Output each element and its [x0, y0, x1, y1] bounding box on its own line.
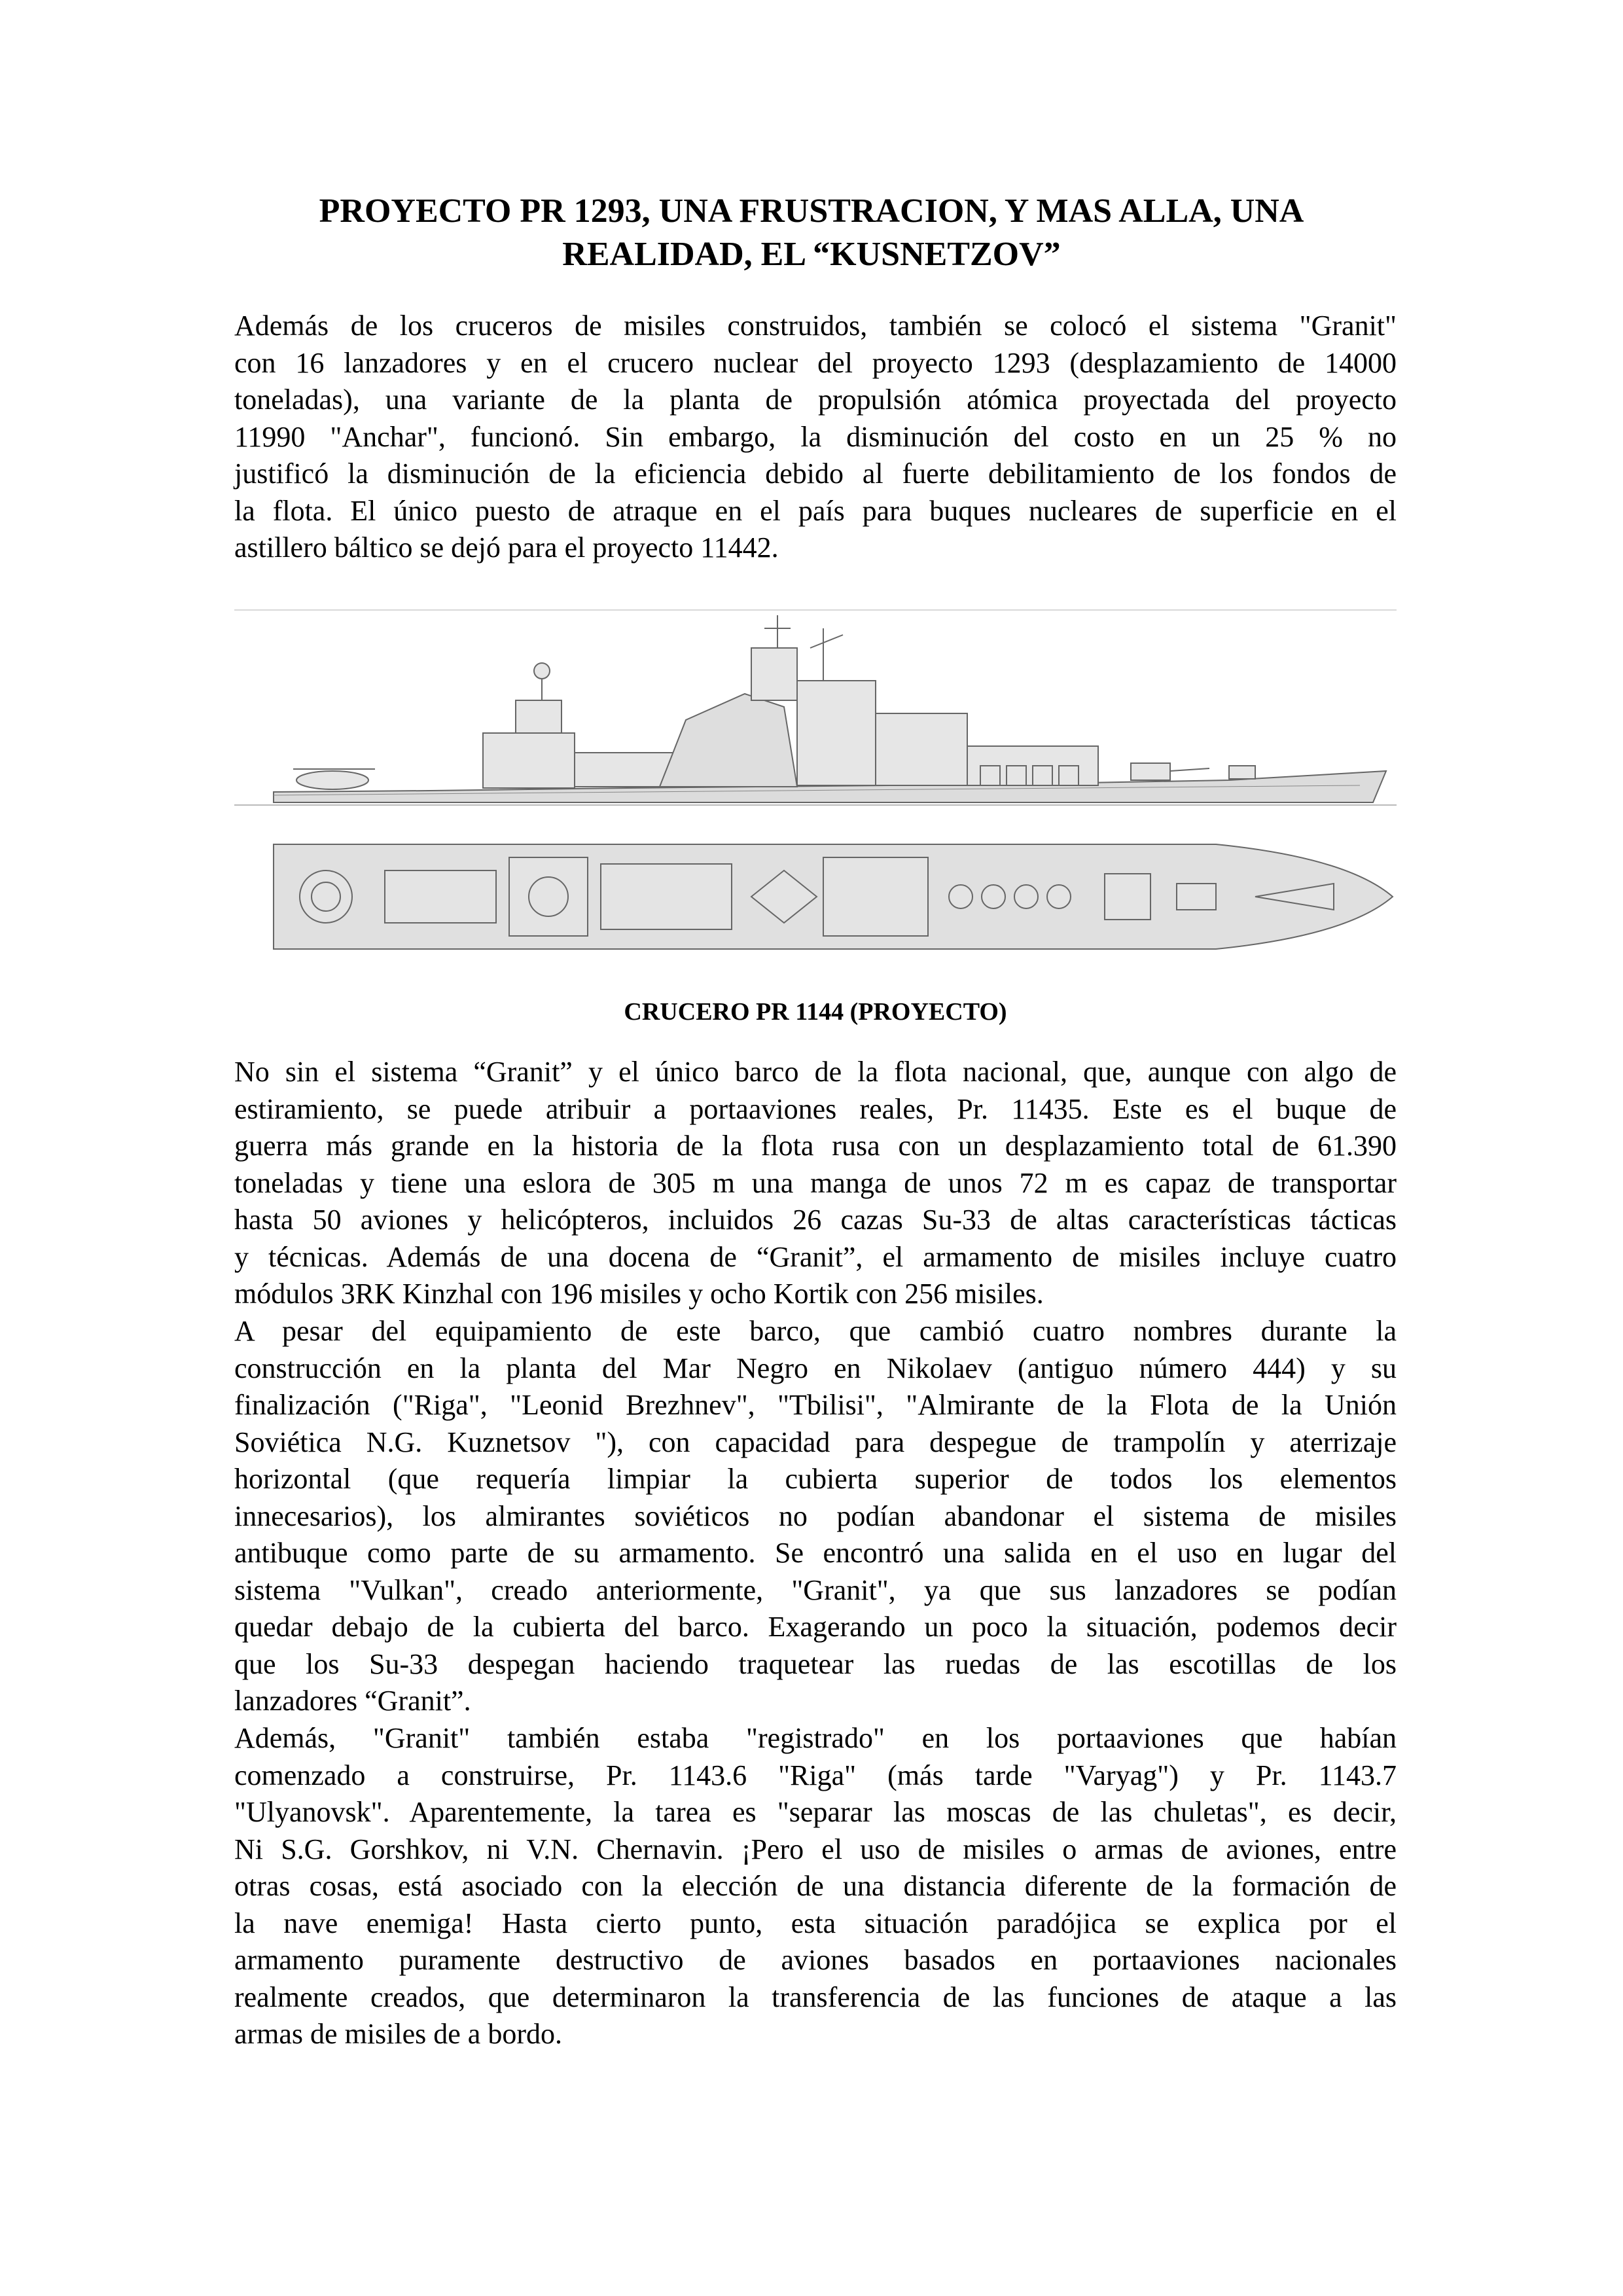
title-line-2: REALIDAD, EL “KUSNETZOV”	[562, 236, 1061, 273]
ship-profile-view	[274, 615, 1386, 802]
title-line-1: PROYECTO PR 1293, UNA FRUSTRACION, Y MAS ALLA, UNA	[319, 192, 1304, 230]
paragraph-line: realmente creados, que determinaron la transferencia de las funciones de ataque a las	[234, 1981, 1397, 2013]
paragraph-line: con 16 lanzadores y en el crucero nuclear del proyecto 1293 (desplazamiento de 14000	[234, 346, 1397, 379]
paragraph-line: comenzado a construirse, Pr. 1143.6 "Riga" (más tarde "Varyag") y Pr. 1143.7	[234, 1759, 1397, 1791]
paragraph-line: módulos 3RK Kinzhal con 196 misiles y ocho Kortik con 256 misiles.	[234, 1278, 1044, 1310]
paragraph-line: horizontal (que requería limpiar la cubierta superior de todos los elementos	[234, 1463, 1397, 1495]
paragraph-line: toneladas y tiene una eslora de 305 m una manga de unos 72 m es capaz de transportar	[234, 1166, 1397, 1199]
paragraph-line: que los Su-33 despegan haciendo traquetear las ruedas de las escotillas de los	[234, 1647, 1397, 1680]
paragraph-line: hasta 50 aviones y helicópteros, incluidos 26 cazas Su-33 de altas características tácticas	[234, 1204, 1397, 1236]
paragraph-line: 11990 "Anchar", funcionó. Sin embargo, la disminución del costo en un 25 % no	[234, 420, 1397, 453]
paragraph-line: y técnicas. Además de una docena de “Granit”, el armamento de misiles incluye cuatro	[234, 1240, 1397, 1273]
paragraph-4	[234, 1720, 1397, 2053]
ship-drawing-profile-and-plan	[234, 609, 1397, 988]
paragraph-line: Soviética N.G. Kuznetsov "), con capacidad para despegue de trampolín y aterrizaje	[234, 1426, 1397, 1458]
paragraph-line: antibuque como parte de su armamento. Se encontró una salida en el uso en lugar del	[234, 1537, 1397, 1569]
paragraph-line: sistema "Vulkan", creado anteriormente, "Granit", ya que sus lanzadores se podían	[234, 1573, 1397, 1606]
ship-plan-view	[274, 844, 1393, 949]
figure-caption: CRUCERO PR 1144 (PROYECTO)	[624, 998, 1007, 1026]
paragraph-line: guerra más grande en la historia de la flota rusa con un desplazamiento total de 61.390	[234, 1130, 1397, 1162]
paragraph-line: innecesarios), los almirantes soviéticos no podían abandonar el sistema de misiles	[234, 1499, 1397, 1532]
paragraph-line: finalización ("Riga", "Leonid Brezhnev", "Tbilisi", "Almirante de la Flota de la Unión	[234, 1389, 1397, 1421]
paragraph-line: armas de misiles de a bordo.	[234, 2018, 562, 2050]
paragraph-line: toneladas), una variante de la planta de propulsión atómica proyectada del proyecto	[234, 384, 1397, 416]
paragraph-line: construcción en la planta del Mar Negro en Nikolaev (antiguo número 444) y su	[234, 1352, 1397, 1384]
paragraph-line: No sin el sistema “Granit” y el único barco de la flota nacional, que, aunque con algo de	[234, 1056, 1397, 1088]
paragraph-2	[234, 1054, 1397, 1313]
paragraph-line: otras cosas, está asociado con la elección de una distancia diferente de la formación de	[234, 1870, 1397, 1902]
paragraph-line: Además, "Granit" también estaba "registrado" en los portaaviones que habían	[234, 1722, 1397, 1754]
paragraph-line: A pesar del equipamiento de este barco, que cambió cuatro nombres durante la	[234, 1315, 1397, 1347]
paragraph-1	[234, 308, 1397, 567]
paragraph-line: la flota. El único puesto de atraque en el país para buques nucleares de superficie en el	[234, 494, 1397, 527]
paragraph-line: Además de los cruceros de misiles construidos, también se colocó el sistema "Granit"	[234, 310, 1397, 342]
paragraph-line: estiramiento, se puede atribuir a portaaviones reales, Pr. 11435. Este es el buque de	[234, 1092, 1397, 1125]
paragraph-line: astillero báltico se dejó para el proyecto 11442.	[234, 531, 779, 564]
paragraph-line: lanzadores “Granit”.	[234, 1685, 471, 1717]
paragraph-line: quedar debajo de la cubierta del barco. Exagerando un poco la situación, podemos decir	[234, 1611, 1397, 1643]
paragraph-3	[234, 1313, 1397, 1720]
paragraph-line: la nave enemiga! Hasta cierto punto, esta situación paradójica se explica por el	[234, 1907, 1397, 1939]
paragraph-line: "Ulyanovsk". Aparentemente, la tarea es "separar las moscas de las chuletas", es decir,	[234, 1796, 1397, 1828]
document-title	[236, 190, 1387, 276]
paragraph-line: justificó la disminución de la eficiencia debido al fuerte debilitamiento de los fondos de	[234, 457, 1397, 490]
paragraph-line: armamento puramente destructivo de aviones basados en portaaviones nacionales	[234, 1944, 1397, 1976]
paragraph-line: Ni S.G. Gorshkov, ni V.N. Chernavin. ¡Pero el uso de misiles o armas de aviones, entre	[234, 1833, 1397, 1865]
